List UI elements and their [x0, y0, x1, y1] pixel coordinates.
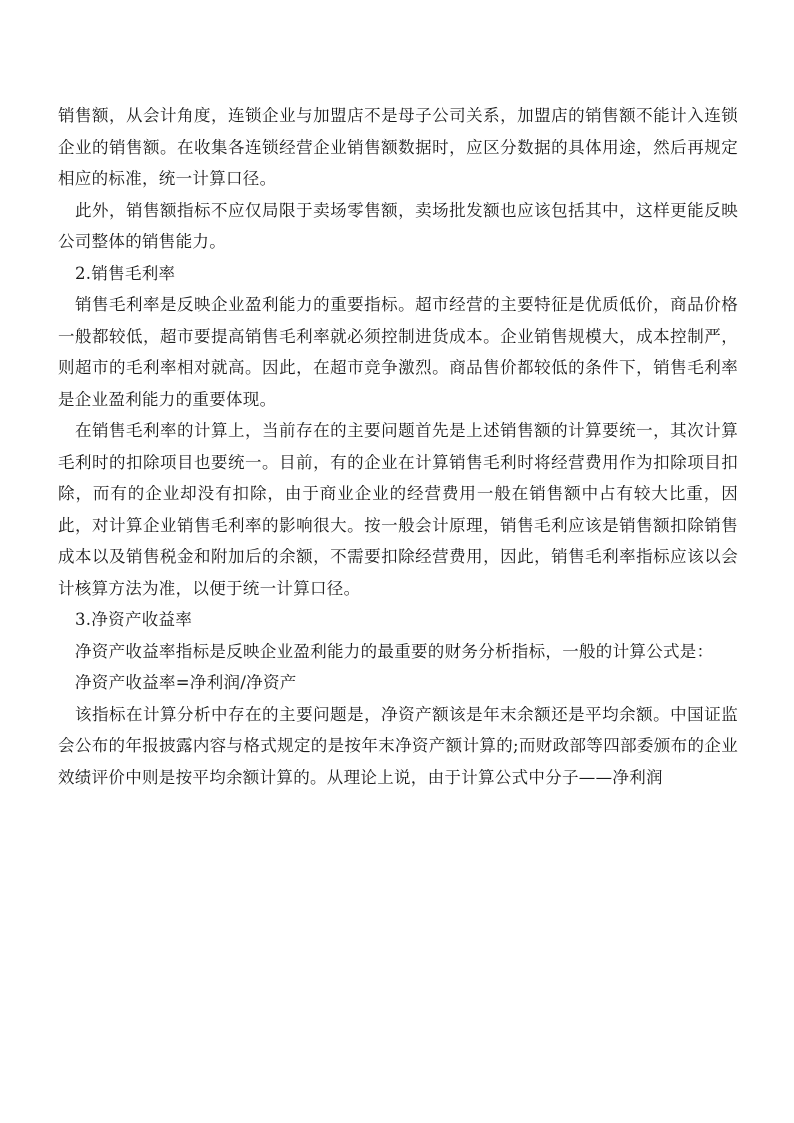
paragraph-sales-scope: 此外，销售额指标不应仅局限于卖场零售额，卖场批发额也应该包括其中，这样更能反映公司整体的销售能力。	[58, 200, 738, 251]
paragraph-gross-margin-importance: 销售毛利率是反映企业盈利能力的重要指标。超市经营的主要特征是优质低价，商品价格一般都较低，超市要提高销售毛利率就必须控制进货成本。企业销售规模大，成本控制严，则超市的毛利率相对就高。因此，在超市竞争激烈。商品售价都较低的条件下，销售毛利率是企业盈利能力的重要体现。	[58, 295, 738, 409]
paragraph-roe-intro: 净资产收益率指标是反映企业盈利能力的最重要的财务分析指标，一般的计算公式是：	[75, 641, 714, 661]
document-body	[58, 100, 738, 793]
section-heading-roe: 3.净资产收益率	[75, 610, 193, 629]
section-heading-gross-margin: 2.销售毛利率	[75, 263, 176, 283]
paragraph-roe-issues: 该指标在计算分析中存在的主要问题是，净资产额该是年末余额还是平均余额。中国证监会公布的年报披露内容与格式规定的是按年末净资产额计算的;而财政部等四部委颁布的企业效绩评价中则是按平均余额计算的。从理论上说，由于计算公式中分子——净利润	[58, 704, 738, 787]
formula-roe: 净资产收益率=净利润/净资产	[75, 673, 297, 692]
paragraph-sales-continued: 销售额，从会计角度，连锁企业与加盟店不是母子公司关系，加盟店的销售额不能计入连锁企业的销售额。在收集各连锁经营企业销售额数据时，应区分数据的具体用途，然后再规定相应的标准，统一计算口径。	[58, 106, 738, 188]
paragraph-gross-margin-calculation: 在销售毛利率的计算上，当前存在的主要问题首先是上述销售额的计算要统一，其次计算毛利时的扣除项目也要统一。目前，有的企业在计算销售毛利时将经营费用作为扣除项目扣除，而有的企业却没有扣除，由于商业企业的经营费用一般在销售额中占有较大比重，因此，对计算企业销售毛利率的影响很大。按一般会计原理，销售毛利应该是销售额扣除销售成本以及销售税金和附加后的余额，不需要扣除经营费用，因此，销售毛利率指标应该以会计核算方法为准，以便于统一计算口径。	[58, 421, 738, 598]
